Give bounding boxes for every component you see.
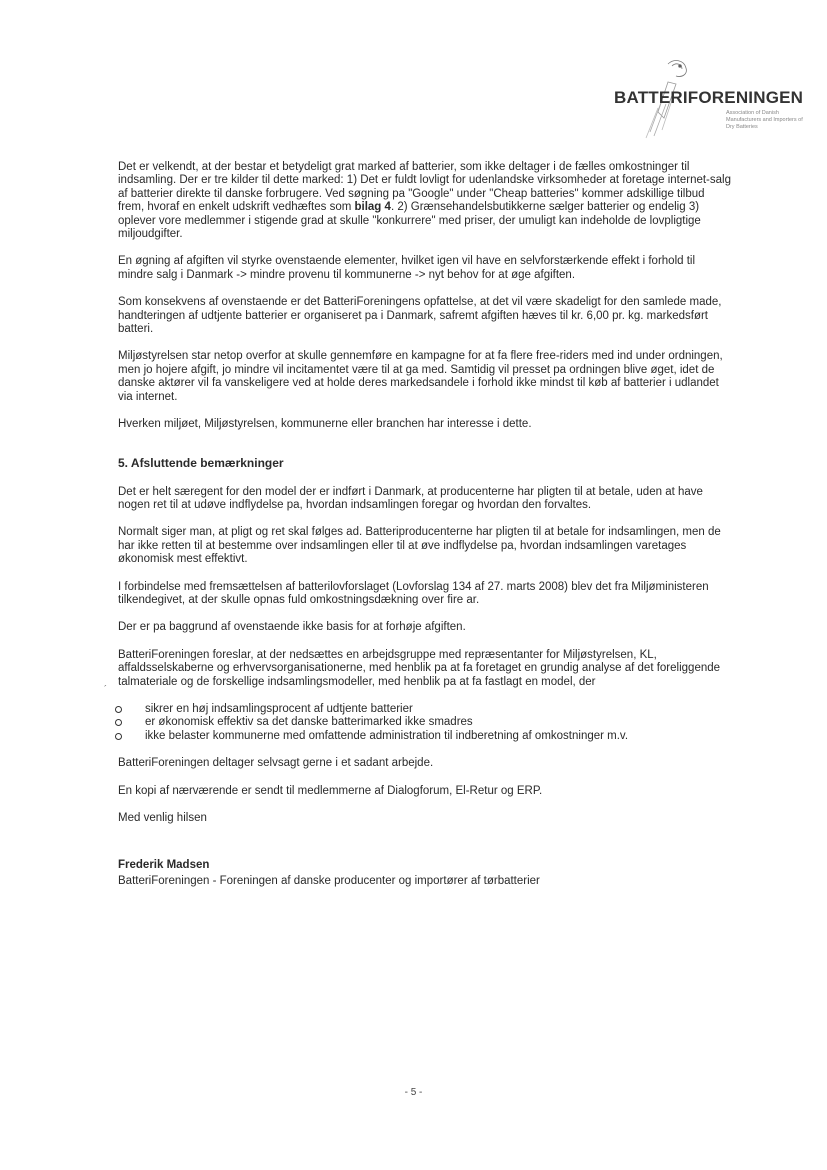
paragraph-text: Det er velkendt, at der bestar et betydeligt grat marked af batterier, som ikke deltager i de fælles omkostninger til indsamling. Der er tre kilder til dette marked: 1) Det er fuldt lovligt for udenlandske virksomheder at foretage internet-salg af batterier direkte til danske forbrugere. Ved søgning pa "Google" under "Cheap batteries" kommer adskillige tilbud frem, hvoraf en enkelt udskrift vedhæftes som — [118, 161, 731, 214]
logo-tagline: Association of Danish Manufacturers and Importers of Dry Batteries — [726, 110, 803, 130]
logo-wordmark: BATTERIFORENINGEN — [614, 88, 804, 107]
paragraph: En kopi af nærværende er sendt til medlemmerne af Dialogforum, El-Retur og ERP. — [118, 784, 543, 797]
paragraph: I forbindelse med fremsættelsen af batterilovforslaget (Lovforslag 134 af 27. marts 2008) blev det fra Miljøministeren tilkendegivet, at der skulle opnas fuld omkostningsdækning over fire ar. — [118, 580, 709, 606]
paragraph: En øgning af afgiften vil styrke ovenstaende elementer, hvilket igen vil have en selvforstærkende effekt i forhold til mindre salg i Danmark -> mindre provenu til kommunerne -> nyt behov for at øge afgiften. — [118, 255, 696, 281]
paragraph — [118, 161, 733, 241]
paragraph: BatteriForeningen deltager selvsagt gerne i et sadant arbejde. — [118, 757, 434, 770]
paragraph: Miljøstyrelsen star netop overfor at skulle gennemføre en kampagne for at fa flere free-riders med ind under ordningen, men jo hojere afgift, jo mindre vil incitamentet være til at ga med. Samtidig vil presset pa ordningen blive øget, idet de danske aktører vil fa vanskeligere ved at holde deres markedsandele i forhold ikke mindst til køb af batterier i udlandet via internet. — [118, 350, 723, 403]
list-item-text: sikrer en høj indsamlingsprocent af udtjente batterier — [145, 702, 413, 715]
bullet-icon — [115, 706, 122, 713]
bullet-icon — [115, 733, 122, 740]
paragraph: Normalt siger man, at pligt og ret skal følges ad. Batteriproducenterne har pligten til at betale for indsamlingen, men de har ikke retten til at bestemme over indsamlingen eller til at øve indflydelse pa, hvordan indsamlingen varetages økonomisk mest effektivt. — [118, 526, 721, 566]
paragraph: Det er helt særegent for den model der er indført i Danmark, at producenterne har pligten til at betale, uden at have nogen ret til at udøve indflydelse pa, hvordan indsamlingen foregar og hvordan den forvaltes. — [118, 485, 703, 511]
letter-body — [118, 161, 733, 888]
signature-name: Frederik Madsen — [118, 859, 210, 872]
section-heading: 5. Afsluttende bemærkninger — [118, 455, 284, 470]
paragraph: BatteriForeningen foreslar, at der nedsættes en arbejdsgruppe med repræsentanter for Miljøstyrelsen, KL, affaldsselskaberne og erhvervsorganisationerne, med henblik pa at fa foretaget en grundig analyse af det foreliggende talmateriale og de forskellige indsamlingsmodeller, med henblik pa at fa fastlagt en model, der — [118, 648, 721, 688]
attachment-reference: bilag 4 — [354, 201, 391, 214]
bullet-icon — [115, 719, 122, 726]
bullet-list — [118, 703, 733, 743]
list-item — [118, 716, 733, 729]
list-item — [118, 703, 733, 716]
list-item-text: ikke belaster kommunerne med omfattende administration til indberetning af omkostninger m.v. — [145, 729, 629, 742]
page-number: - 5 - — [404, 1087, 423, 1098]
paragraph: Hverken miljøet, Miljøstyrelsen, kommunerne eller branchen har interesse i dette. — [118, 418, 532, 431]
batteriforeningen-logo — [608, 52, 804, 147]
margin-mark: ´ — [104, 684, 107, 694]
closing-greeting: Med venlig hilsen — [118, 812, 207, 824]
list-item-text: er økonomisk effektiv sa det danske batterimarked ikke smadres — [145, 716, 473, 729]
paragraph: Som konsekvens af ovenstaende er det BatteriForeningens opfattelse, at det vil være skadeligt for den samlede made, handteringen af udtjente batterier er organiseret pa i Danmark, safremt afgiften hæves til kr. 6,00 pr. kg. markedsført batteri. — [118, 296, 722, 336]
signature-title: BatteriForeningen - Foreningen af danske producenter og importører af tørbatterier — [118, 874, 540, 887]
paragraph: Der er pa baggrund af ovenstaende ikke basis for at forhøje afgiften. — [118, 621, 466, 634]
paragraph-text: . 2) Grænsehandelsbutikkerne sælger batterier og endelig 3) oplever vore medlemmer i stigende grad at skulle "konkurrere" med priser, der umuligt kan indeholde de lovpligtige miljoudgifter. — [118, 201, 701, 241]
list-item — [118, 730, 733, 743]
